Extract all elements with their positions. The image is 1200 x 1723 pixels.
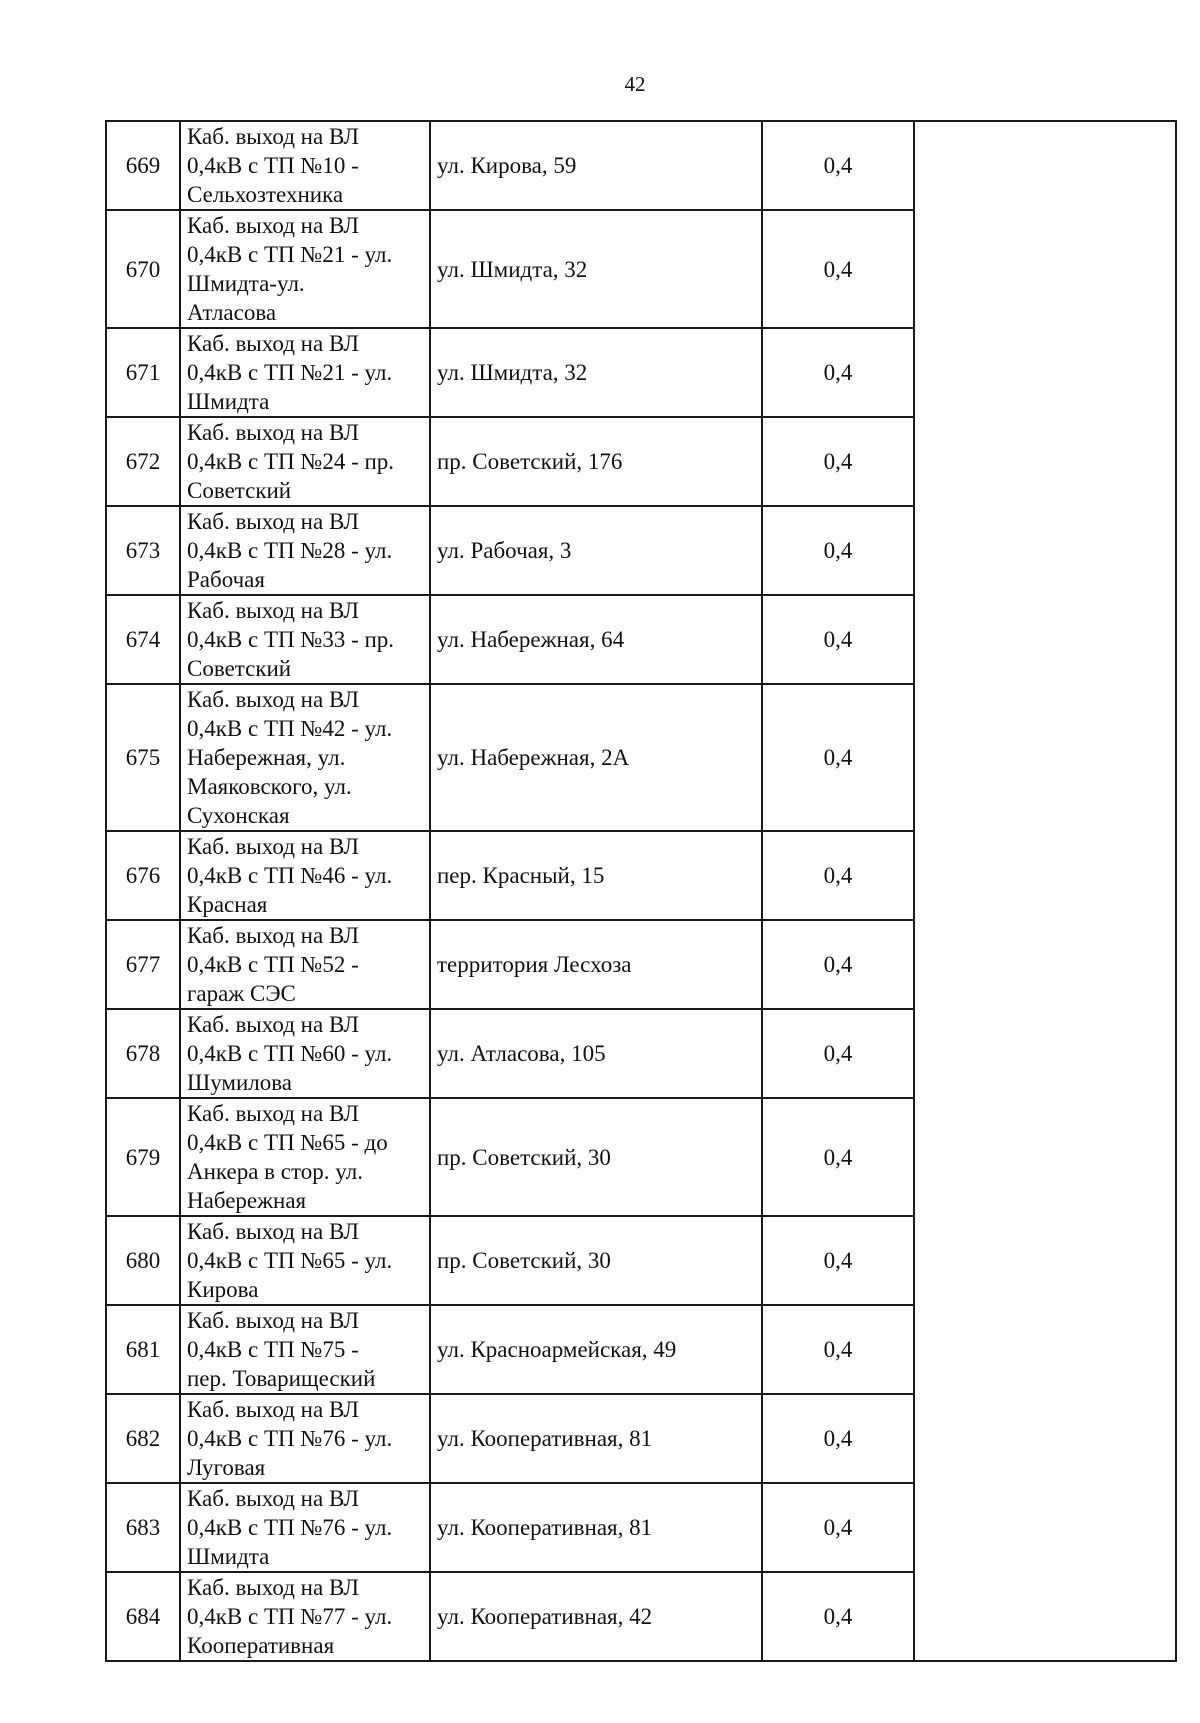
object-name-line: гараж СЭС bbox=[187, 981, 296, 1006]
voltage-cell: 0,4 bbox=[762, 417, 914, 506]
object-name-line: 0,4кВ с ТП №21 - ул. bbox=[187, 360, 393, 385]
object-name-line: 0,4кВ с ТП №60 - ул. bbox=[187, 1041, 393, 1066]
row-number: 680 bbox=[106, 1216, 180, 1305]
table-row bbox=[106, 121, 1176, 210]
object-name-line: Каб. выход на ВЛ bbox=[187, 124, 360, 149]
object-name-line: 0,4кВ с ТП №42 - ул. bbox=[187, 716, 393, 741]
object-name-line: Каб. выход на ВЛ bbox=[187, 1486, 360, 1511]
object-name-line: Каб. выход на ВЛ bbox=[187, 598, 360, 623]
object-name-line: 0,4кВ с ТП №75 - bbox=[187, 1337, 359, 1362]
row-number: 669 bbox=[106, 121, 180, 210]
object-name-cell bbox=[180, 1098, 430, 1216]
object-name-line: Шумилова bbox=[187, 1070, 293, 1095]
object-name-line: Каб. выход на ВЛ bbox=[187, 420, 360, 445]
object-name-line: Советский bbox=[187, 656, 292, 681]
object-name-cell bbox=[180, 210, 430, 328]
address-cell: ул. Кооперативная, 81 bbox=[430, 1483, 762, 1572]
address-cell: ул. Красноармейская, 49 bbox=[430, 1305, 762, 1394]
object-name-line: Каб. выход на ВЛ bbox=[187, 1308, 360, 1333]
address-cell: ул. Набережная, 64 bbox=[430, 595, 762, 684]
object-name-line: Шмидта-ул. bbox=[187, 271, 305, 296]
address-cell: ул. Шмидта, 32 bbox=[430, 328, 762, 417]
address-cell: ул. Набережная, 2А bbox=[430, 684, 762, 831]
object-name-line: Каб. выход на ВЛ bbox=[187, 687, 360, 712]
object-name-line: Анкера в стор. ул. bbox=[187, 1159, 363, 1184]
object-name-line: Атласова bbox=[187, 300, 277, 325]
object-name-cell bbox=[180, 1572, 430, 1661]
object-name-line: Шмидта bbox=[187, 389, 270, 414]
address-cell: пр. Советский, 30 bbox=[430, 1098, 762, 1216]
object-name-line: 0,4кВ с ТП №10 - bbox=[187, 153, 359, 178]
row-number: 670 bbox=[106, 210, 180, 328]
address-cell: ул. Кооперативная, 42 bbox=[430, 1572, 762, 1661]
object-name-cell bbox=[180, 920, 430, 1009]
address-cell: ул. Кирова, 59 bbox=[430, 121, 762, 210]
object-name-line: Набережная bbox=[187, 1188, 307, 1213]
address-cell: ул. Атласова, 105 bbox=[430, 1009, 762, 1098]
row-number: 672 bbox=[106, 417, 180, 506]
voltage-cell: 0,4 bbox=[762, 1572, 914, 1661]
object-name-line: Кооперативная bbox=[187, 1633, 335, 1658]
object-name-line: Каб. выход на ВЛ bbox=[187, 923, 360, 948]
address-cell: пр. Советский, 176 bbox=[430, 417, 762, 506]
object-name-line: 0,4кВ с ТП №65 - до bbox=[187, 1130, 388, 1155]
object-name-line: Сухонская bbox=[187, 803, 290, 828]
row-number: 674 bbox=[106, 595, 180, 684]
object-name-line: Маяковского, ул. bbox=[187, 774, 352, 799]
object-name-cell bbox=[180, 1394, 430, 1483]
voltage-cell: 0,4 bbox=[762, 831, 914, 920]
object-name-line: 0,4кВ с ТП №77 - ул. bbox=[187, 1604, 393, 1629]
object-name-line: Каб. выход на ВЛ bbox=[187, 1101, 360, 1126]
table-body bbox=[106, 121, 1176, 1661]
voltage-cell: 0,4 bbox=[762, 1305, 914, 1394]
object-name-cell bbox=[180, 831, 430, 920]
address-cell: территория Лесхоза bbox=[430, 920, 762, 1009]
voltage-cell: 0,4 bbox=[762, 684, 914, 831]
object-name-cell bbox=[180, 1305, 430, 1394]
row-number: 678 bbox=[106, 1009, 180, 1098]
page-number: 42 bbox=[624, 72, 646, 96]
notes-column bbox=[914, 121, 1176, 1661]
object-name-line: Рабочая bbox=[187, 567, 265, 592]
voltage-cell: 0,4 bbox=[762, 121, 914, 210]
address-cell: пр. Советский, 30 bbox=[430, 1216, 762, 1305]
object-name-line: 0,4кВ с ТП №46 - ул. bbox=[187, 863, 393, 888]
address-cell: ул. Шмидта, 32 bbox=[430, 210, 762, 328]
voltage-cell: 0,4 bbox=[762, 1098, 914, 1216]
voltage-cell: 0,4 bbox=[762, 1009, 914, 1098]
object-name-cell bbox=[180, 417, 430, 506]
voltage-cell: 0,4 bbox=[762, 328, 914, 417]
row-number: 675 bbox=[106, 684, 180, 831]
address-cell: пер. Красный, 15 bbox=[430, 831, 762, 920]
row-number: 677 bbox=[106, 920, 180, 1009]
object-name-line: 0,4кВ с ТП №21 - ул. bbox=[187, 242, 393, 267]
address-cell: ул. Рабочая, 3 bbox=[430, 506, 762, 595]
object-name-line: Каб. выход на ВЛ bbox=[187, 1575, 360, 1600]
object-name-line: Красная bbox=[187, 892, 268, 917]
object-name-line: 0,4кВ с ТП №33 - пр. bbox=[187, 627, 395, 652]
voltage-cell: 0,4 bbox=[762, 506, 914, 595]
object-name-line: Набережная, ул. bbox=[187, 745, 346, 770]
object-name-line: Каб. выход на ВЛ bbox=[187, 1219, 360, 1244]
row-number: 682 bbox=[106, 1394, 180, 1483]
voltage-cell: 0,4 bbox=[762, 1216, 914, 1305]
object-name-line: Каб. выход на ВЛ bbox=[187, 213, 360, 238]
object-name-line: Каб. выход на ВЛ bbox=[187, 509, 360, 534]
registry-table bbox=[105, 120, 1177, 1662]
object-name-line: пер. Товарищеский bbox=[187, 1366, 376, 1391]
row-number: 679 bbox=[106, 1098, 180, 1216]
object-name-cell bbox=[180, 684, 430, 831]
voltage-cell: 0,4 bbox=[762, 1483, 914, 1572]
row-number: 676 bbox=[106, 831, 180, 920]
object-name-cell bbox=[180, 506, 430, 595]
object-name-cell bbox=[180, 328, 430, 417]
object-name-cell bbox=[180, 1483, 430, 1572]
row-number: 683 bbox=[106, 1483, 180, 1572]
object-name-line: 0,4кВ с ТП №24 - пр. bbox=[187, 449, 395, 474]
object-name-line: 0,4кВ с ТП №28 - ул. bbox=[187, 538, 393, 563]
object-name-line: Кирова bbox=[187, 1277, 259, 1302]
object-name-line: Каб. выход на ВЛ bbox=[187, 331, 360, 356]
row-number: 684 bbox=[106, 1572, 180, 1661]
object-name-line: 0,4кВ с ТП №76 - ул. bbox=[187, 1515, 393, 1540]
object-name-cell bbox=[180, 1216, 430, 1305]
object-name-line: 0,4кВ с ТП №76 - ул. bbox=[187, 1426, 393, 1451]
object-name-cell bbox=[180, 595, 430, 684]
voltage-cell: 0,4 bbox=[762, 210, 914, 328]
row-number: 671 bbox=[106, 328, 180, 417]
address-cell: ул. Кооперативная, 81 bbox=[430, 1394, 762, 1483]
object-name-line: Сельхозтехника bbox=[187, 182, 344, 207]
voltage-cell: 0,4 bbox=[762, 920, 914, 1009]
object-name-line: Луговая bbox=[187, 1455, 266, 1480]
row-number: 681 bbox=[106, 1305, 180, 1394]
object-name-line: 0,4кВ с ТП №65 - ул. bbox=[187, 1248, 393, 1273]
object-name-cell bbox=[180, 121, 430, 210]
object-name-line: Шмидта bbox=[187, 1544, 270, 1569]
voltage-cell: 0,4 bbox=[762, 595, 914, 684]
object-name-line: Каб. выход на ВЛ bbox=[187, 1012, 360, 1037]
object-name-line: Каб. выход на ВЛ bbox=[187, 1397, 360, 1422]
object-name-cell bbox=[180, 1009, 430, 1098]
voltage-cell: 0,4 bbox=[762, 1394, 914, 1483]
object-name-line: 0,4кВ с ТП №52 - bbox=[187, 952, 359, 977]
row-number: 673 bbox=[106, 506, 180, 595]
object-name-line: Советский bbox=[187, 478, 292, 503]
object-name-line: Каб. выход на ВЛ bbox=[187, 834, 360, 859]
